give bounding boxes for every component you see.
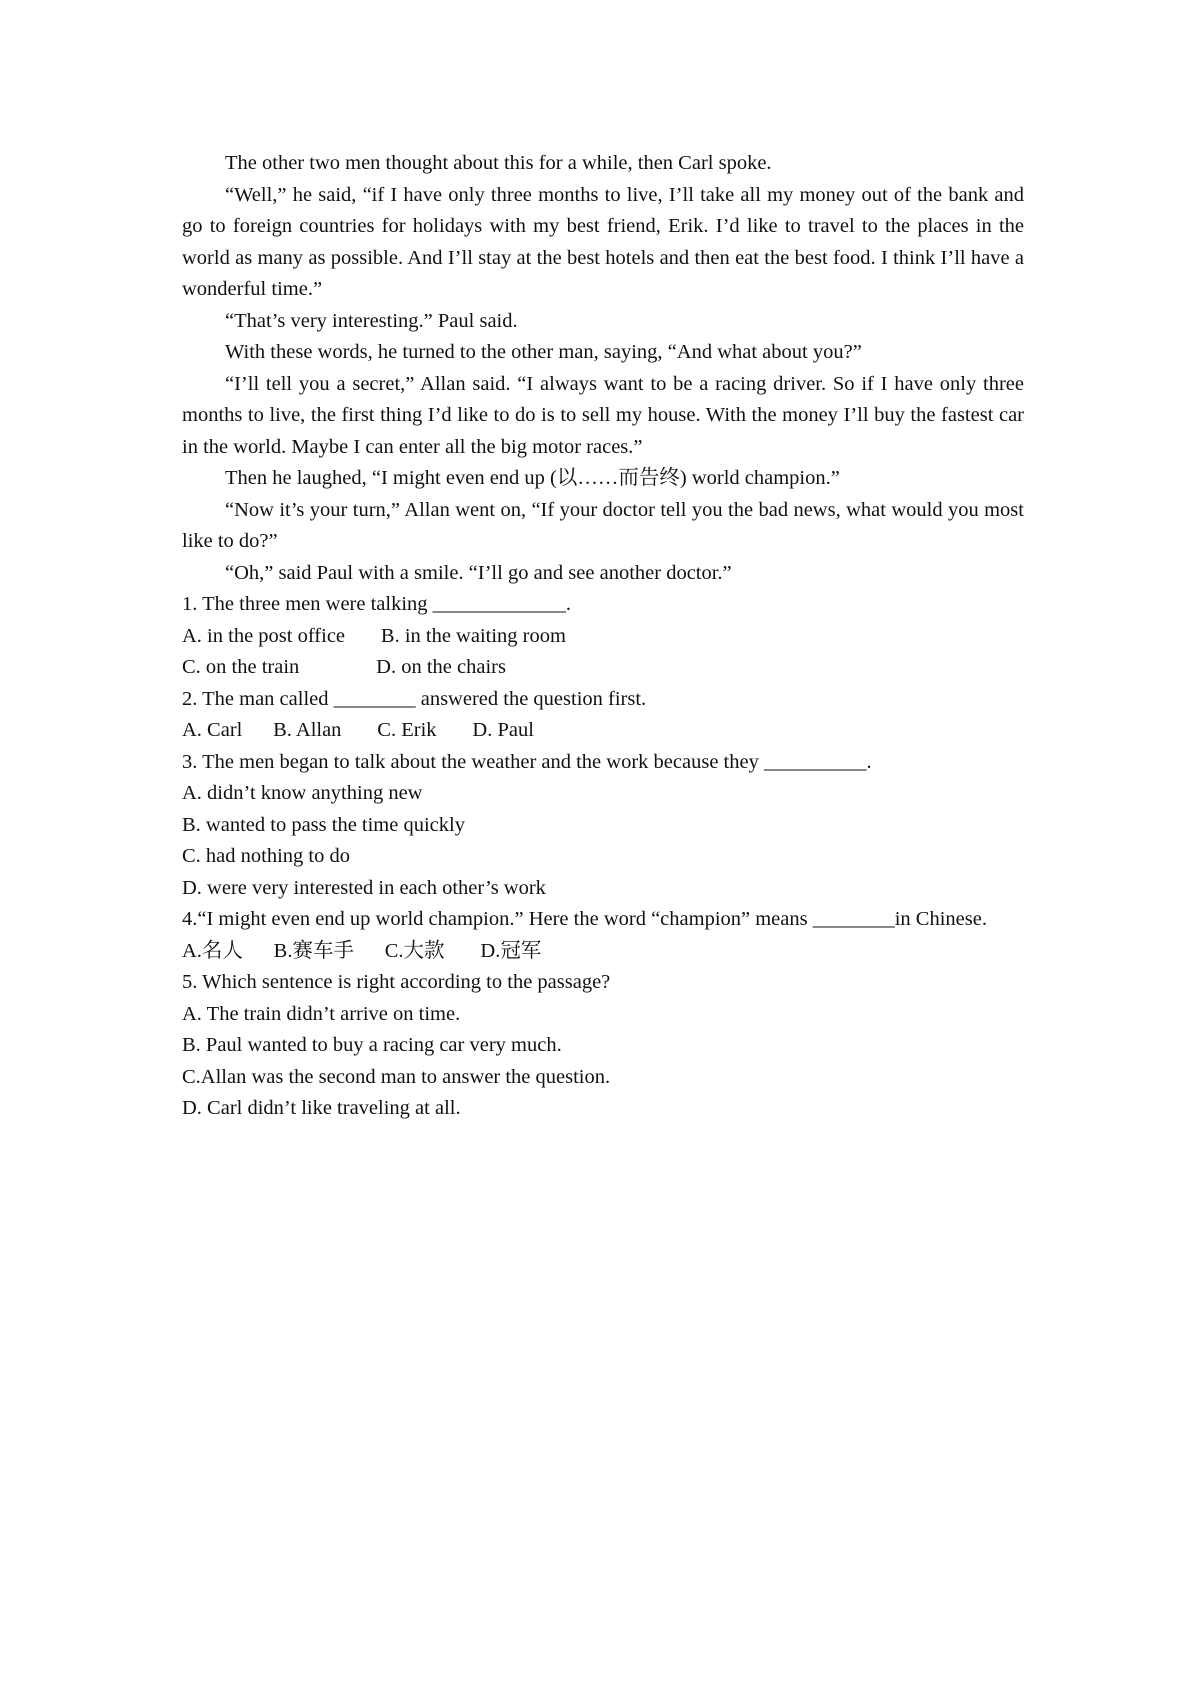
passage-paragraph-4: With these words, he turned to the other man, saying, “And what about you?”	[225, 341, 862, 363]
document-content	[182, 148, 1024, 1125]
question-4-options: A.名人 B.赛车手 C.大款 D.冠军	[182, 939, 542, 962]
passage-paragraph-7: “Now it’s your turn,” Allan went on, “If your doctor tell you the bad news, what would you most like to do?”	[182, 498, 1024, 552]
question-5-stem: 5. Which sentence is right according to the passage?	[182, 971, 611, 993]
question-1-stem: 1. The three men were talking _____________.	[182, 593, 572, 615]
passage-paragraph-3: “That’s very interesting.” Paul said.	[225, 309, 518, 332]
question-2-stem: 2. The man called ________ answered the question first.	[182, 687, 647, 710]
passage-paragraph-2: “Well,” he said, “if I have only three months to live, I’ll take all my money out of the bank and go to foreign countries for holidays with my best friend, Erik. I’d like to travel to the places in the world as many as possible. And I’ll stay at the best hotels and then eat the best food. I think I’ll have a wonderful time.”	[182, 183, 1024, 300]
question-4-stem: 4.“I might even end up world champion.” Here the word “champion” means ________in Chinese.	[182, 908, 987, 930]
passage-paragraph-5: “I’ll tell you a secret,” Allan said. “I always want to be a racing driver. So if I have only three months to live, the first thing I’d like to do is to sell my house. With the money I’ll buy the fastest car in the world. Maybe I can enter all the big motor races.”	[182, 372, 1024, 458]
passage-paragraph-1: The other two men thought about this for a while, then Carl spoke.	[225, 152, 772, 174]
question-5-option-a: A. The train didn’t arrive on time.	[182, 1002, 461, 1025]
question-2-options: A. Carl B. Allan C. Erik D. Paul	[182, 719, 534, 741]
question-1-options-row-2: C. on the train D. on the chairs	[182, 656, 506, 678]
question-5-option-b: B. Paul wanted to buy a racing car very much.	[182, 1034, 562, 1056]
question-3-option-a: A. didn’t know anything new	[182, 782, 423, 804]
question-5-option-c: C.Allan was the second man to answer the question.	[182, 1065, 611, 1088]
question-3-stem: 3. The men began to talk about the weather and the work because they __________.	[182, 750, 872, 773]
passage-paragraph-6: Then he laughed, “I might even end up (以……而告终) world champion.”	[225, 467, 840, 489]
question-3-option-b: B. wanted to pass the time quickly	[182, 813, 465, 836]
question-5-option-d: D. Carl didn’t like traveling at all.	[182, 1097, 461, 1119]
passage-paragraph-8: “Oh,” said Paul with a smile. “I’ll go and see another doctor.”	[225, 561, 732, 584]
question-3-option-d: D. were very interested in each other’s work	[182, 876, 546, 899]
question-1-options-row-1: A. in the post office B. in the waiting room	[182, 624, 566, 647]
question-3-option-c: C. had nothing to do	[182, 845, 350, 867]
questions-section	[182, 589, 1024, 1125]
